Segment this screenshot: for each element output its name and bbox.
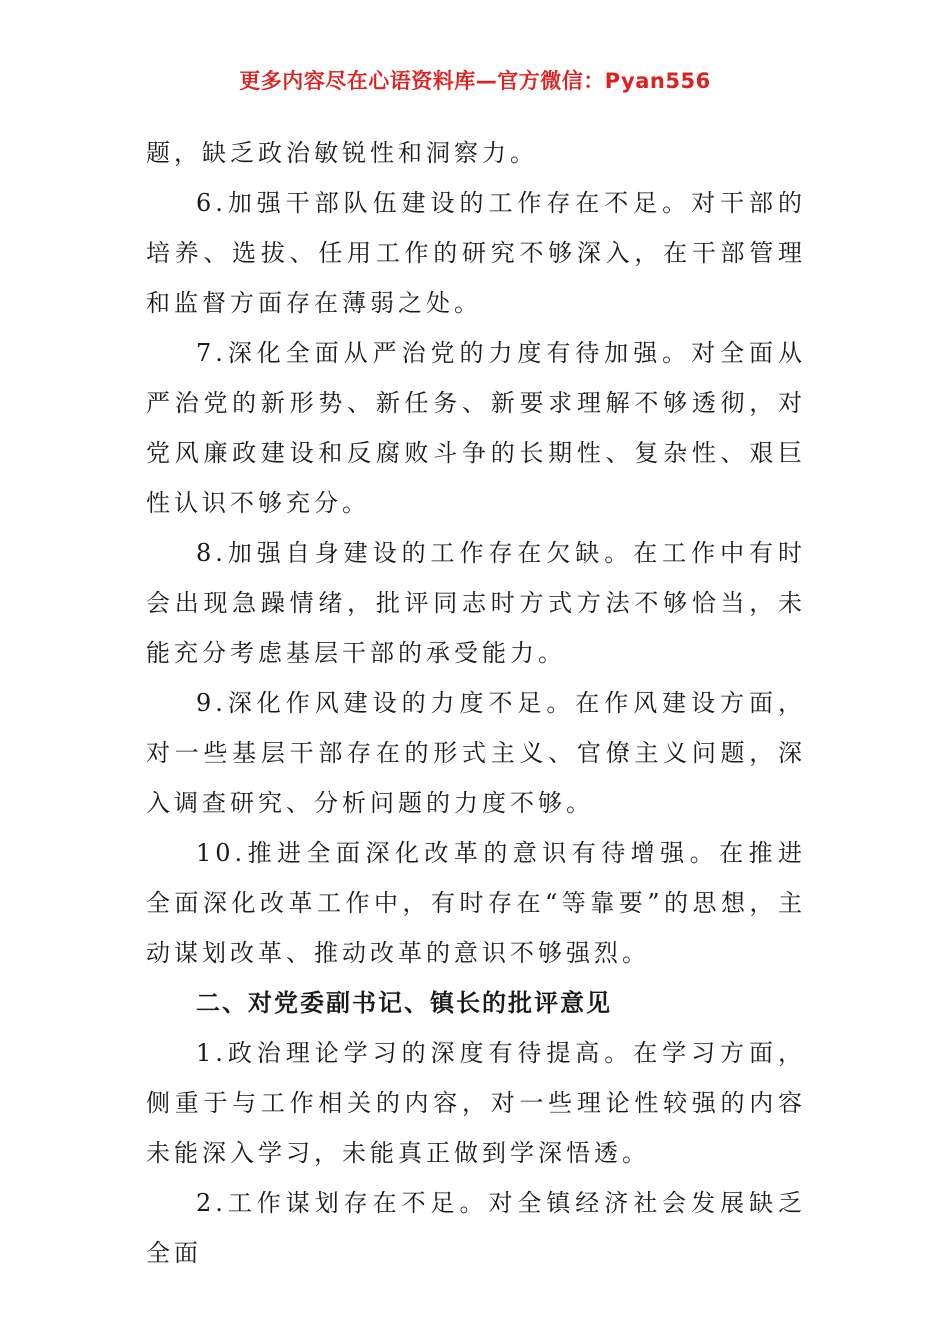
section-heading: 二、对党委副书记、镇长的批评意见 (196, 989, 612, 1017)
paragraph-item-2: 2.工作谋划存在不足。对全镇经济社会发展缺乏全面 (146, 1189, 806, 1267)
paragraph-item-10: 10.推进全面深化改革的意识有待增强。在推进全面深化改革工作中，有时存在“等靠要”的思想，主动谋划改革、推动改革的意识不够强烈。 (146, 839, 806, 967)
paragraph-item-9: 9.深化作风建设的力度不足。在作风建设方面，对一些基层干部存在的形式主义、官僚主义问题，深入调查研究、分析问题的力度不够。 (146, 689, 806, 817)
paragraph-item-7: 7.深化全面从严治党的力度有待加强。对全面从严治党的新形势、新任务、新要求理解不够透彻，对党风廉政建设和反腐败斗争的长期性、复杂性、艰巨性认识不够充分。 (146, 339, 806, 517)
paragraph-item-6: 6.加强干部队伍建设的工作存在不足。对干部的培养、选拔、任用工作的研究不够深入，在干部管理和监督方面存在薄弱之处。 (146, 189, 806, 317)
paragraph-continuation: 题，缺乏政治敏锐性和洞察力。 (146, 139, 538, 167)
document-body (146, 128, 806, 1278)
paragraph-item-1: 1.政治理论学习的深度有待提高。在学习方面，侧重于与工作相关的内容，对一些理论性较强的内容未能深入学习，未能真正做到学深悟透。 (146, 1039, 806, 1167)
watermark-header: 更多内容尽在心语资料库—官方微信：Pyan556 (239, 69, 711, 93)
paragraph-item-8: 8.加强自身建设的工作存在欠缺。在工作中有时会出现急躁情绪，批评同志时方式方法不够恰当，未能充分考虑基层干部的承受能力。 (146, 539, 806, 667)
